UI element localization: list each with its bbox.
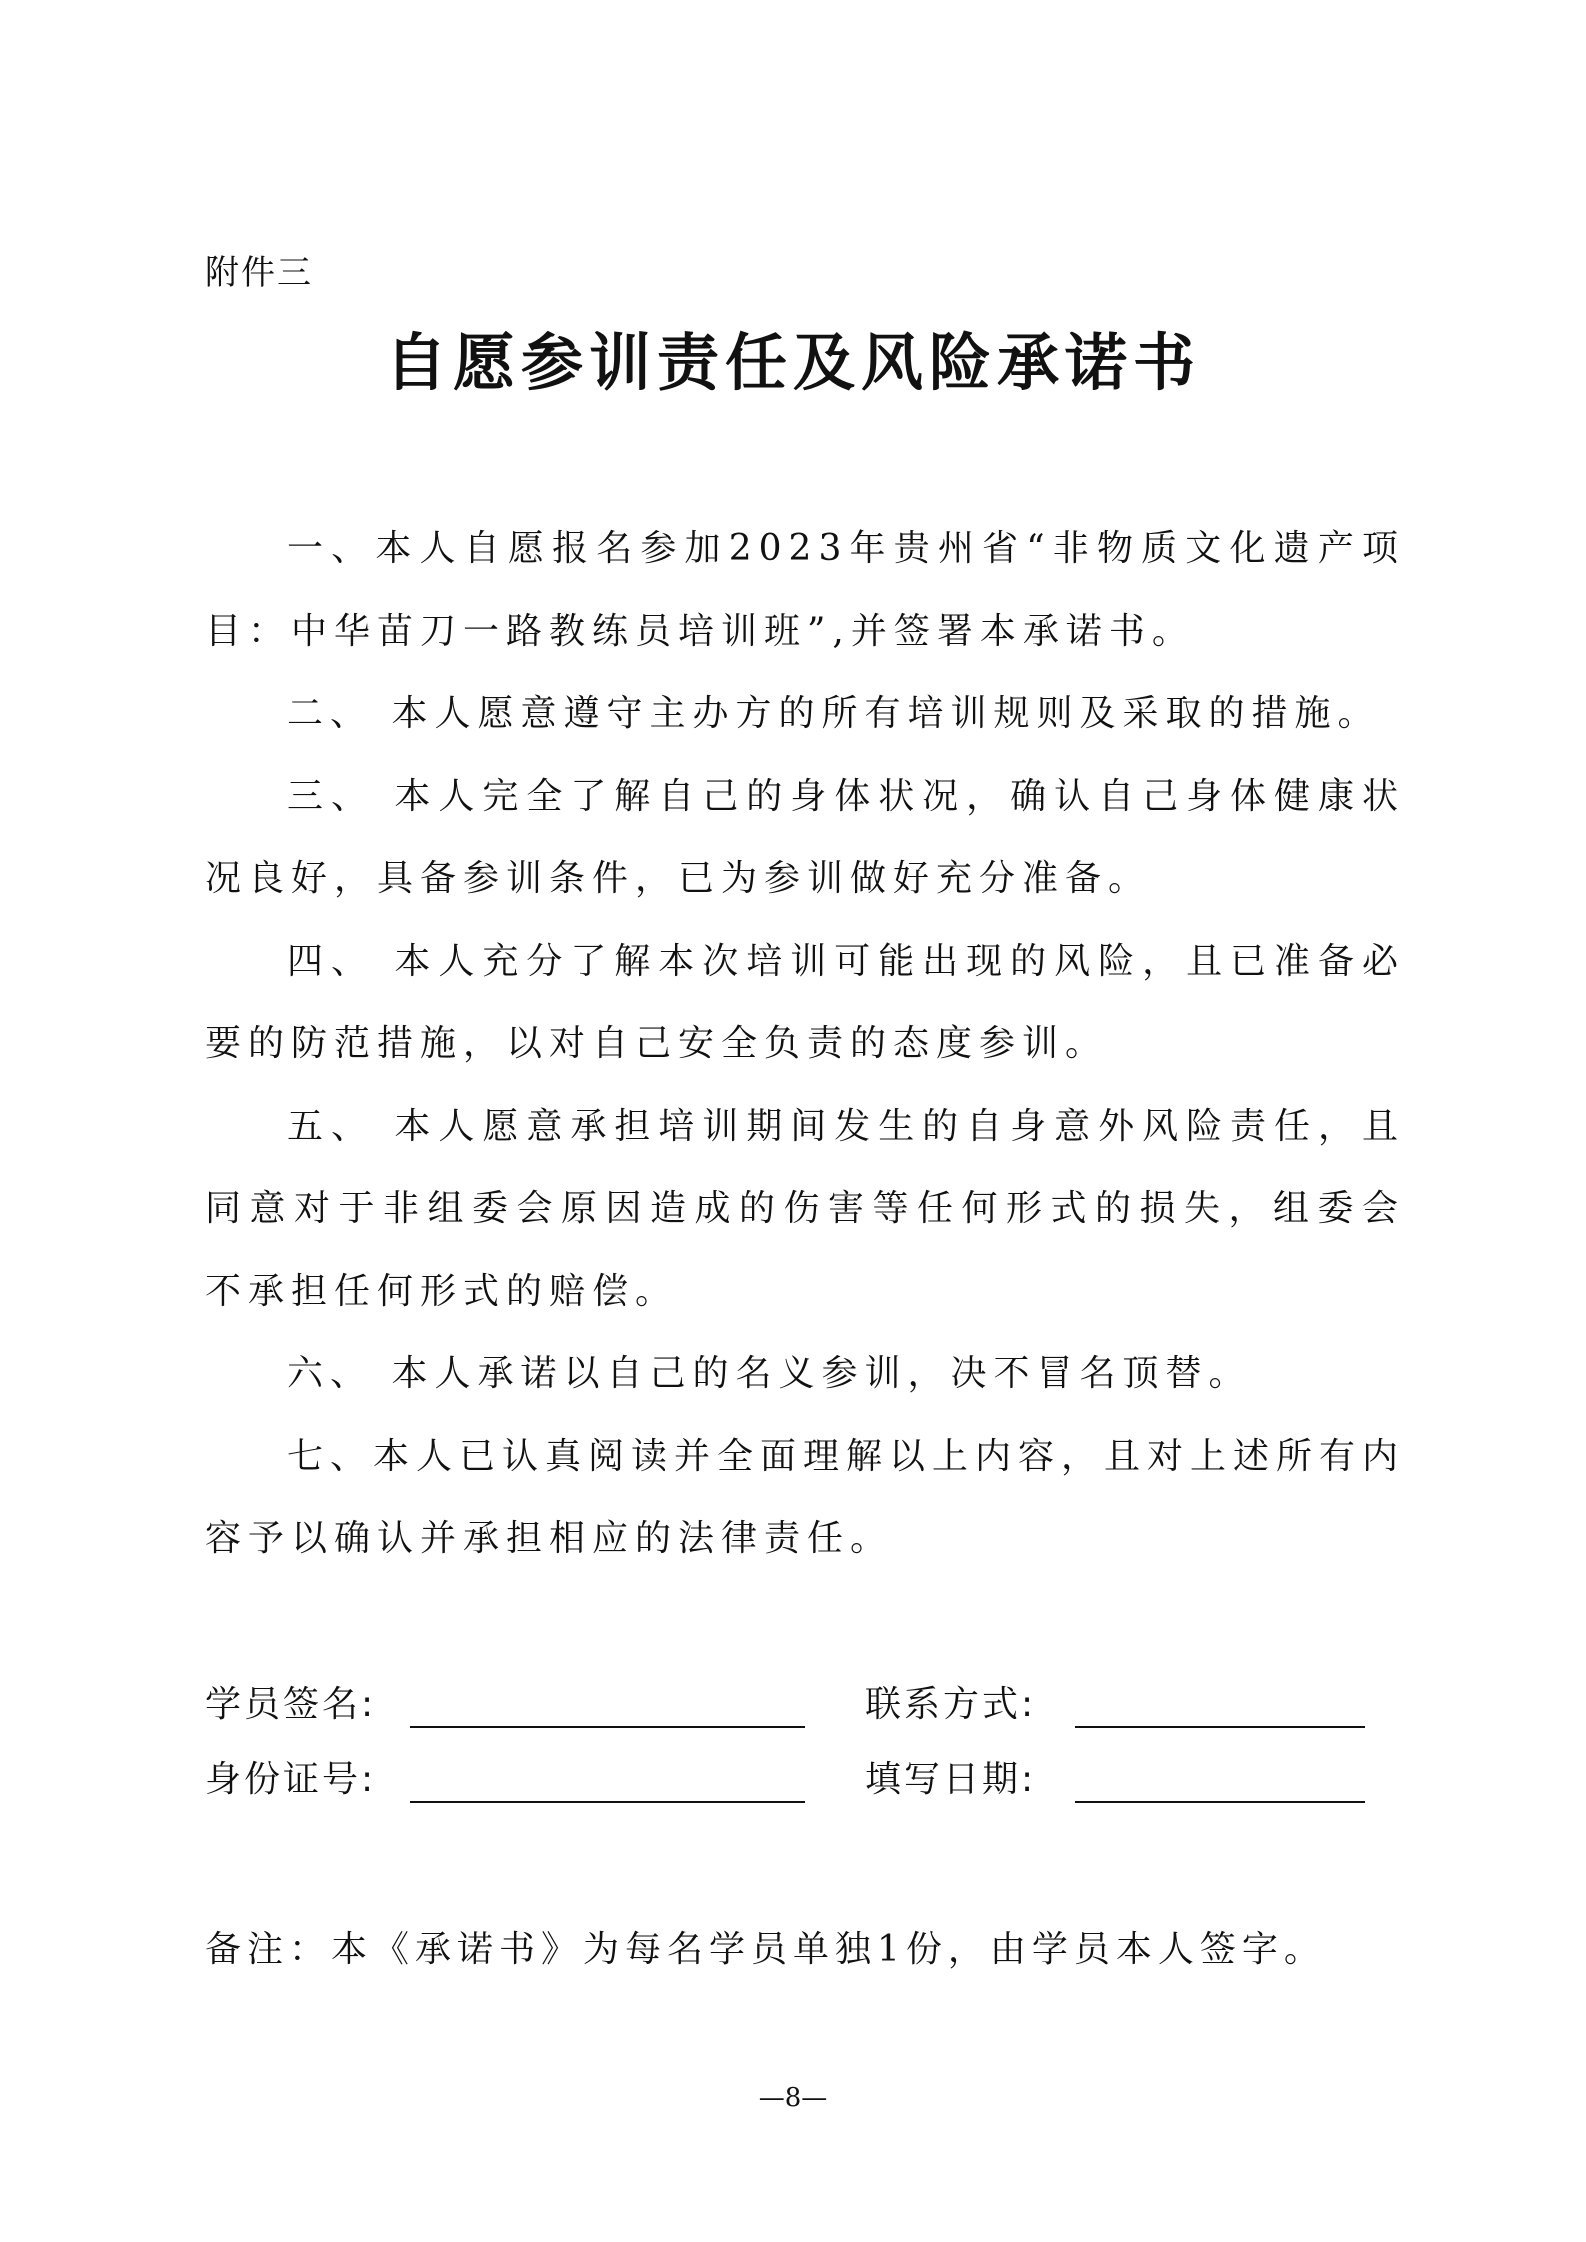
- student-signature-field[interactable]: [410, 1726, 805, 1728]
- date-label: 填写日期:: [865, 1759, 1037, 1800]
- date-field[interactable]: [1075, 1801, 1365, 1803]
- commitment-item-1: 一、本人自愿报名参加2023年贵州省“非物质文化遗产项目：中华苗刀一路教练员培训班”,并签署本承诺书。: [205, 528, 1405, 652]
- commitment-item-7: 七、本人已认真阅读并全面理解以上内容，且对上述所有内容予以确认并承担相应的法律责任。: [205, 1435, 1406, 1559]
- attachment-label: 附件三: [205, 253, 313, 293]
- contact-field[interactable]: [1075, 1726, 1365, 1728]
- id-number-label: 身份证号:: [205, 1759, 377, 1800]
- signature-form: [205, 1680, 1405, 1830]
- form-row-signature: [205, 1680, 1405, 1755]
- form-row-id: [205, 1755, 1405, 1830]
- id-number-field[interactable]: [410, 1801, 805, 1803]
- commitment-item-6: 六、 本人承诺以自己的名义参训，决不冒名顶替。: [287, 1353, 1252, 1394]
- commitment-item-4: 四、 本人充分了解本次培训可能出现的风险，且已准备必要的防范措施，以对自己安全负责的态度参训。: [205, 940, 1405, 1064]
- commitment-item-3: 三、 本人完全了解自己的身体状况，确认自己身体健康状况良好，具备参训条件，已为参训做好充分准备。: [205, 775, 1405, 899]
- student-signature-label: 学员签名:: [205, 1684, 377, 1725]
- commitment-item-5: 五、 本人愿意承担培训期间发生的自身意外风险责任，且同意对于非组委会原因造成的伤害等任何形式的损失，组委会不承担任何形式的赔偿。: [205, 1105, 1405, 1312]
- commitment-body: [205, 508, 1405, 1581]
- contact-label: 联系方式:: [865, 1684, 1037, 1725]
- commitment-item-2: 二、 本人愿意遵守主办方的所有培训规则及采取的措施。: [287, 693, 1381, 734]
- page-number: —8—: [758, 2083, 828, 2113]
- document-title: 自愿参训责任及风险承诺书: [384, 326, 1201, 399]
- remark-note: 备注：本《承诺书》为每名学员单独1份，由学员本人签字。: [205, 1929, 1326, 1970]
